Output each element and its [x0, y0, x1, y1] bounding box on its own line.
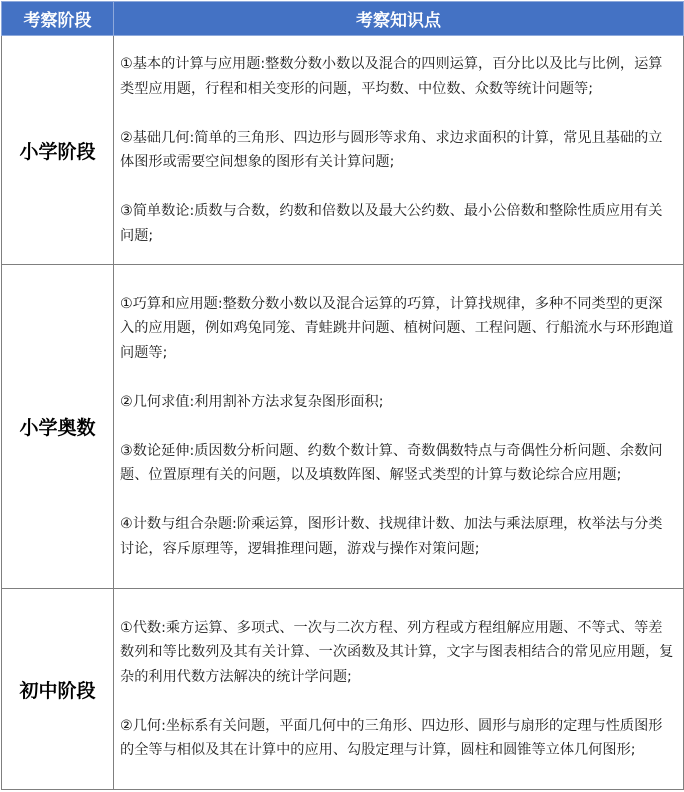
knowledge-item: ③数论延伸:质因数分析问题、约数个数计算、奇数偶数特点与奇偶性分析问题、余数问题、位置原理有关的问题，以及填数阵图、解竖式类型的计算与数论综合应用题; — [120, 442, 663, 484]
knowledge-table — [1, 1, 684, 790]
knowledge-item: ②基础几何:简单的三角形、四边形与圆形等求角、求边求面积的计算，常见且基础的立体图形或需要空间想象的图形有关计算问题; — [120, 129, 663, 170]
table-row — [2, 36, 684, 265]
stage-cell-primary: 小学阶段 — [2, 36, 114, 265]
knowledge-item: ③简单数论:质数与合数，约数和倍数以及最大公约数、最小公倍数和整除性质应用有关问题; — [120, 203, 663, 244]
stage-cell-junior: 初中阶段 — [2, 589, 114, 790]
table-row — [2, 265, 684, 589]
knowledge-item: ①基本的计算与应用题:整数分数小数以及混合的四则运算，百分比以及比与比例，运算类型应用题，行程和相关变形的问题，平均数、中位数、众数等统计问题等; — [120, 56, 663, 97]
knowledge-item: ②几何求值:利用割补方法求复杂图形面积; — [120, 393, 384, 410]
knowledge-item: ②几何:坐标系有关问题，平面几何中的三角形、四边形、圆形与扇形的定理与性质图形的全等与相似及其在计算中的应用、勾股定理与计算，圆柱和圆锥等立体几何图形; — [120, 717, 663, 758]
table-header-row — [2, 2, 684, 36]
header-stage: 考察阶段 — [2, 2, 114, 36]
header-knowledge: 考察知识点 — [114, 2, 684, 36]
content-cell-olympiad — [114, 265, 684, 589]
table-row — [2, 589, 684, 790]
knowledge-item: ④计数与组合杂题:阶乘运算，图形计数、找规律计数、加法与乘法原理，枚举法与分类讨论，容斥原理等，逻辑推理问题，游戏与操作对策问题; — [120, 516, 663, 557]
content-cell-primary — [114, 36, 684, 265]
stage-cell-olympiad: 小学奥数 — [2, 265, 114, 589]
content-cell-junior — [114, 589, 684, 790]
knowledge-item: ①代数:乘方运算、多项式、一次与二次方程、列方程或方程组解应用题、不等式、等差数列和等比数列及其有关计算、一次函数及其计算，文字与图表相结合的常见应用题，复杂的利用代数方法解决的统计学问题; — [120, 619, 674, 685]
knowledge-item: ①巧算和应用题:整数分数小数以及混合运算的巧算，计算找规律，多种不同类型的更深入的应用题，例如鸡兔同笼、青蛙跳井问题、植树问题、工程问题、行船流水与环形跑道问题等; — [120, 295, 674, 361]
